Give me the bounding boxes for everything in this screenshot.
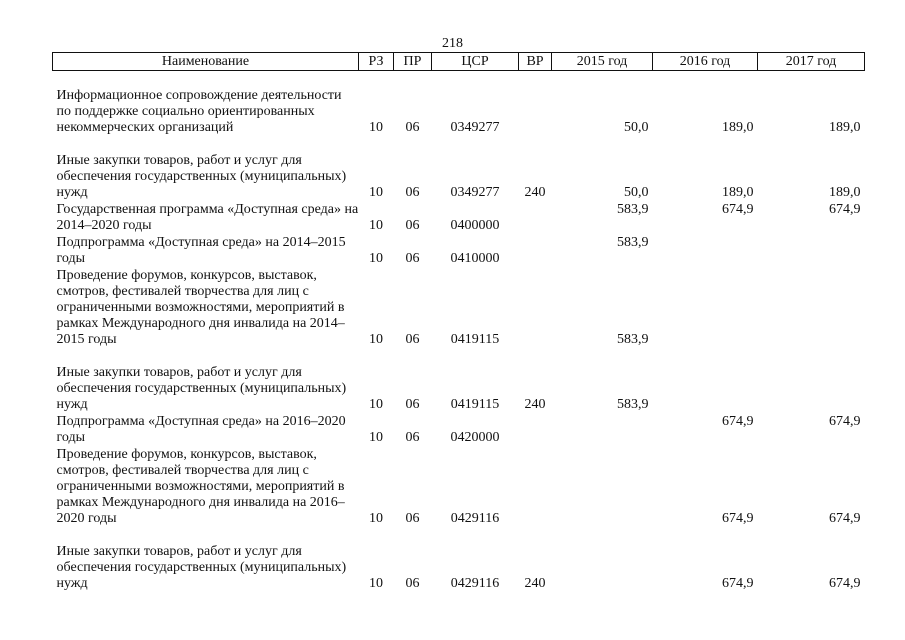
budget-table-container: [52, 52, 864, 592]
row-vr: 240: [524, 576, 546, 591]
row-name: Информационное сопровождение деятельности по поддержке социально ориентированных некоммерческих организаций: [56, 88, 342, 135]
row-name: Подпрограмма «Доступная среда» на 2014–2015 годы: [56, 235, 346, 266]
row-2017: [758, 267, 865, 348]
table-row: [53, 267, 865, 348]
row-csr: 0429116: [450, 511, 500, 526]
row-2015: 583,9: [617, 397, 649, 412]
row-2016: 674,9: [722, 202, 754, 217]
table-row: [53, 527, 865, 592]
header-vr: ВР: [519, 53, 552, 71]
row-csr: 0419115: [450, 397, 500, 412]
row-2017: [758, 234, 865, 267]
row-2015: 583,9: [617, 332, 649, 347]
row-pr: 06: [405, 251, 420, 266]
row-2015: [552, 413, 653, 446]
header-pr: ПР: [394, 53, 432, 71]
row-vr: [519, 234, 552, 267]
row-2016: 189,0: [722, 185, 754, 200]
row-2017: 674,9: [829, 576, 861, 591]
table-row: [53, 446, 865, 527]
row-csr: 0419115: [450, 332, 500, 347]
row-vr: 240: [524, 397, 546, 412]
row-vr: [519, 201, 552, 234]
row-pr: 06: [405, 511, 420, 526]
header-csr: ЦСР: [432, 53, 519, 71]
row-vr: [519, 413, 552, 446]
row-rz: 10: [369, 218, 383, 233]
row-2016: 189,0: [722, 120, 754, 135]
row-2017: 674,9: [829, 511, 861, 526]
row-pr: 06: [405, 576, 420, 591]
row-pr: 06: [405, 185, 420, 200]
row-csr: 0429116: [450, 576, 500, 591]
row-2017: [758, 348, 865, 413]
row-pr: 06: [405, 120, 420, 135]
header-rz: РЗ: [359, 53, 394, 71]
header-name: Наименование: [53, 53, 359, 71]
table-row: [53, 71, 865, 137]
row-rz: 10: [369, 251, 383, 266]
row-csr: 0349277: [450, 185, 500, 200]
row-2016: 674,9: [722, 511, 754, 526]
row-vr: [519, 71, 552, 137]
row-2016: 674,9: [722, 576, 754, 591]
table-row: [53, 348, 865, 413]
table-body: [53, 71, 865, 593]
row-2016: [653, 348, 758, 413]
row-rz: 10: [369, 397, 383, 412]
header-2017: 2017 год: [758, 53, 865, 71]
budget-table: [52, 52, 865, 592]
row-2015: 50,0: [624, 185, 649, 200]
row-2017: 674,9: [829, 202, 861, 217]
row-csr: 0420000: [450, 430, 500, 445]
row-csr: 0349277: [450, 120, 500, 135]
row-rz: 10: [369, 511, 383, 526]
row-pr: 06: [405, 430, 420, 445]
row-rz: 10: [369, 576, 383, 591]
row-2016: [653, 267, 758, 348]
row-vr: [519, 446, 552, 527]
header-row: [53, 53, 865, 71]
row-2015: 583,9: [617, 202, 649, 217]
row-2016: [653, 234, 758, 267]
row-csr: 0400000: [450, 218, 500, 233]
row-2015: 583,9: [617, 235, 649, 250]
row-2015: [552, 446, 653, 527]
row-name: Проведение форумов, конкурсов, выставок, смотров, фестивалей творчества для лиц с ограниченными возможностями, мероприятий в рамках Международного дня инвалида на 2014–2015 годы: [56, 268, 345, 347]
row-2017: 189,0: [829, 120, 861, 135]
page-number: 218: [442, 36, 463, 51]
row-vr: 240: [524, 185, 546, 200]
row-2017: 674,9: [829, 414, 861, 429]
row-pr: 06: [405, 397, 420, 412]
table-header: [53, 53, 865, 71]
row-name: Иные закупки товаров, работ и услуг для обеспечения государственных (муниципальных) нужд: [56, 365, 347, 412]
row-name: Иные закупки товаров, работ и услуг для обеспечения государственных (муниципальных) нужд: [56, 544, 347, 591]
row-pr: 06: [405, 332, 420, 347]
row-name: Иные закупки товаров, работ и услуг для обеспечения государственных (муниципальных) нужд: [56, 153, 347, 200]
row-rz: 10: [369, 120, 383, 135]
row-2017: 189,0: [829, 185, 861, 200]
row-vr: [519, 267, 552, 348]
table-row: [53, 413, 865, 446]
row-2015: [552, 527, 653, 592]
row-2016: 674,9: [722, 414, 754, 429]
table-row: [53, 201, 865, 234]
row-rz: 10: [369, 185, 383, 200]
row-rz: 10: [369, 430, 383, 445]
row-2015: 50,0: [624, 120, 649, 135]
header-2015: 2015 год: [552, 53, 653, 71]
row-name: Подпрограмма «Доступная среда» на 2016–2020 годы: [56, 414, 346, 445]
table-row: [53, 136, 865, 201]
row-csr: 0410000: [450, 251, 500, 266]
table-row: [53, 234, 865, 267]
row-rz: 10: [369, 332, 383, 347]
header-2016: 2016 год: [653, 53, 758, 71]
row-pr: 06: [405, 218, 420, 233]
row-name: Проведение форумов, конкурсов, выставок, смотров, фестивалей творчества для лиц с ограниченными возможностями, мероприятий в рамках Международного дня инвалида на 2016–2020 годы: [56, 447, 345, 526]
row-name: Государственная программа «Доступная среда» на 2014–2020 годы: [56, 202, 359, 233]
